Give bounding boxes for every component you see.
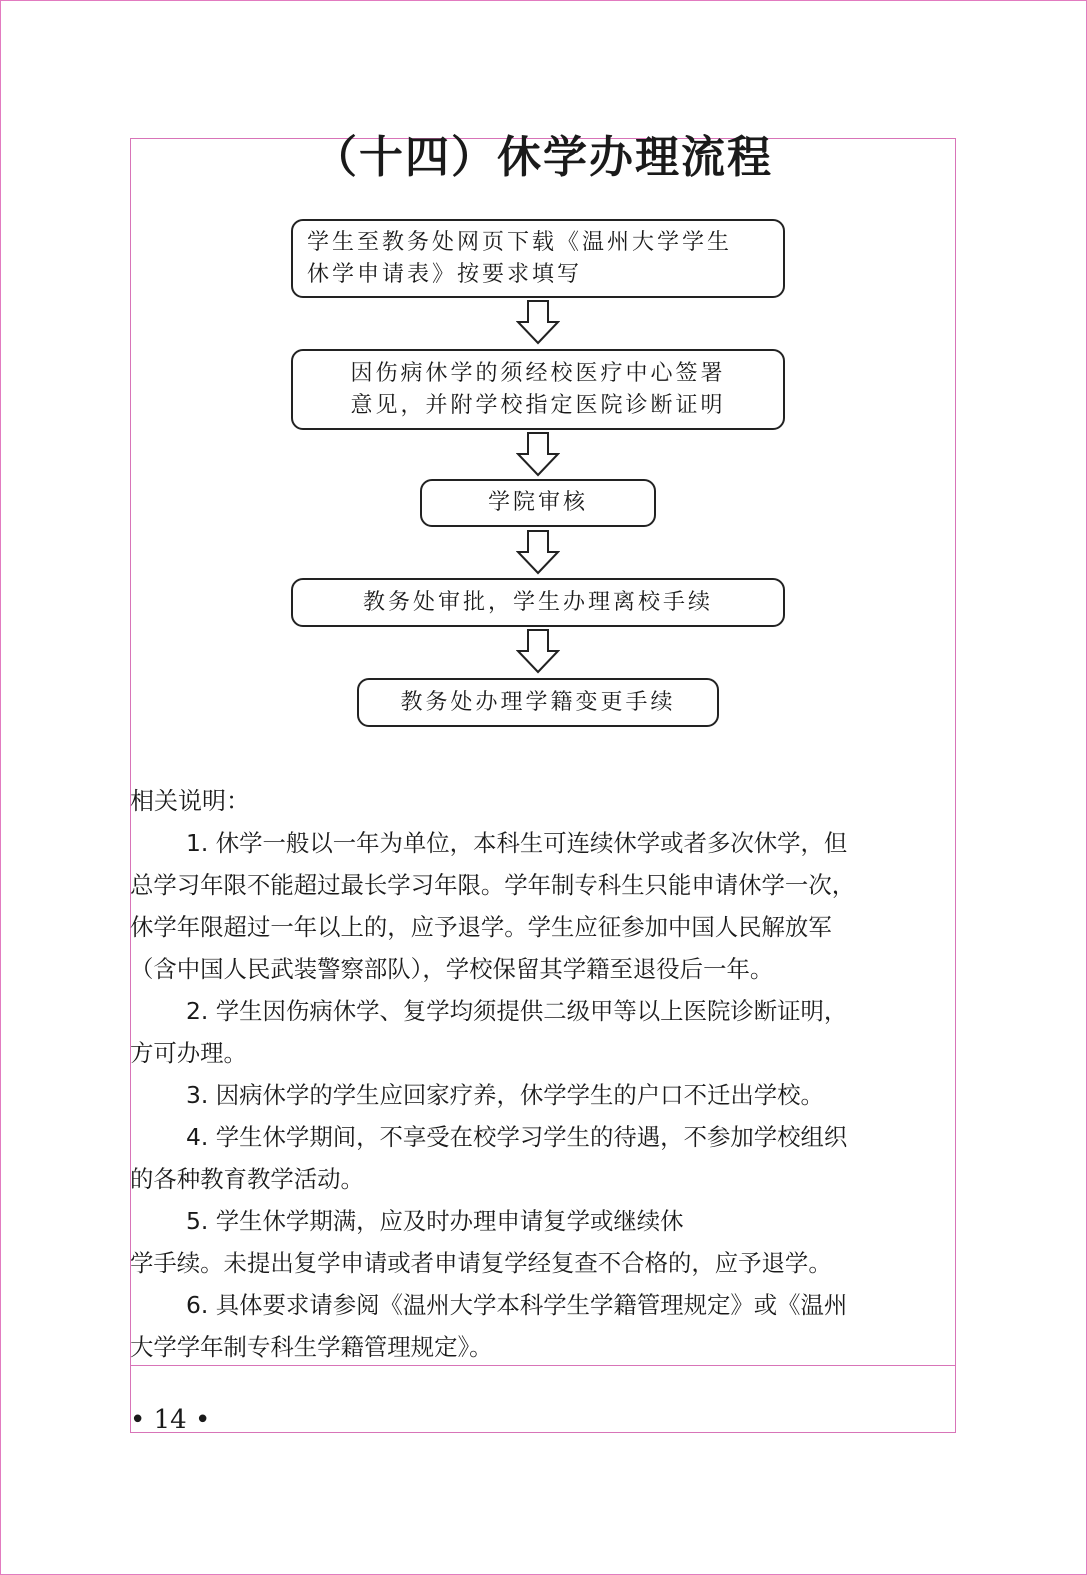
note-line: 1. 休学一般以一年为单位，本科生可连续休学或者多次休学，但 [186, 829, 848, 857]
note-line: 2. 学生因伤病休学、复学均须提供二级甲等以上医院诊断证明， [186, 997, 848, 1025]
down-arrow-icon [516, 300, 560, 345]
note-item-5 [130, 1200, 962, 1284]
note-line: 休学年限超过一年以上的，应予退学。学生应征参加中国人民解放军 [130, 913, 832, 941]
note-line: 的各种教育教学活动。 [130, 1165, 364, 1193]
flow-step-line: 学生至教务处网页下载《温州大学学生 [307, 229, 733, 255]
flow-step-line: 意见，并附学校指定医院诊断证明 [350, 392, 726, 418]
page-title: （十四）休学办理流程 [313, 132, 773, 183]
note-line: 方可办理。 [130, 1039, 247, 1067]
down-arrow-icon [516, 629, 560, 674]
flow-step-college-review [420, 479, 656, 527]
down-arrow-icon [516, 432, 560, 477]
note-item-1 [130, 822, 962, 990]
note-item-2 [130, 990, 962, 1074]
flow-step-line: 教务处审批，学生办理离校手续 [362, 589, 713, 615]
note-line: 学手续。未提出复学申请或者申请复学经复查不合格的，应予退学。 [130, 1249, 832, 1277]
note-item-6 [130, 1284, 962, 1368]
note-line: （含中国人民武装警察部队），学校保留其学籍至退役后一年。 [130, 955, 774, 983]
note-item-4 [130, 1116, 962, 1200]
notes-heading: 相关说明： [130, 787, 250, 815]
flow-step-download-form [291, 219, 785, 298]
flow-step-line: 学院审核 [487, 490, 588, 515]
page-number: • 14 • [130, 1405, 211, 1435]
flowchart [0, 0, 1087, 760]
note-line: 4. 学生休学期间，不享受在校学习学生的待遇，不参加学校组织 [186, 1123, 848, 1151]
flow-step-line: 教务处办理学籍变更手续 [400, 689, 676, 715]
flow-step-status-change [357, 678, 719, 727]
note-line: 5. 学生休学期满，应及时办理申请复学或继续休 [186, 1207, 684, 1235]
flow-step-line: 休学申请表》按要求填写 [307, 261, 583, 287]
down-arrow-icon [516, 530, 560, 575]
note-line: 6. 具体要求请参阅《温州大学本科学生学籍管理规定》或《温州 [186, 1291, 848, 1319]
flow-step-academic-approval [291, 578, 785, 627]
note-item-3 [130, 1074, 962, 1116]
related-notes [130, 780, 962, 1368]
note-line: 大学学年制专科生学籍管理规定》。 [130, 1333, 493, 1361]
note-line: 总学习年限不能超过最长学习年限。学年制专科生只能申请休学一次， [130, 871, 856, 899]
flow-step-line: 因伤病休学的须经校医疗中心签署 [350, 360, 726, 386]
note-line: 3. 因病休学的学生应回家疗养，休学学生的户口不迁出学校。 [186, 1081, 824, 1109]
flow-step-medical-opinion [291, 349, 785, 430]
